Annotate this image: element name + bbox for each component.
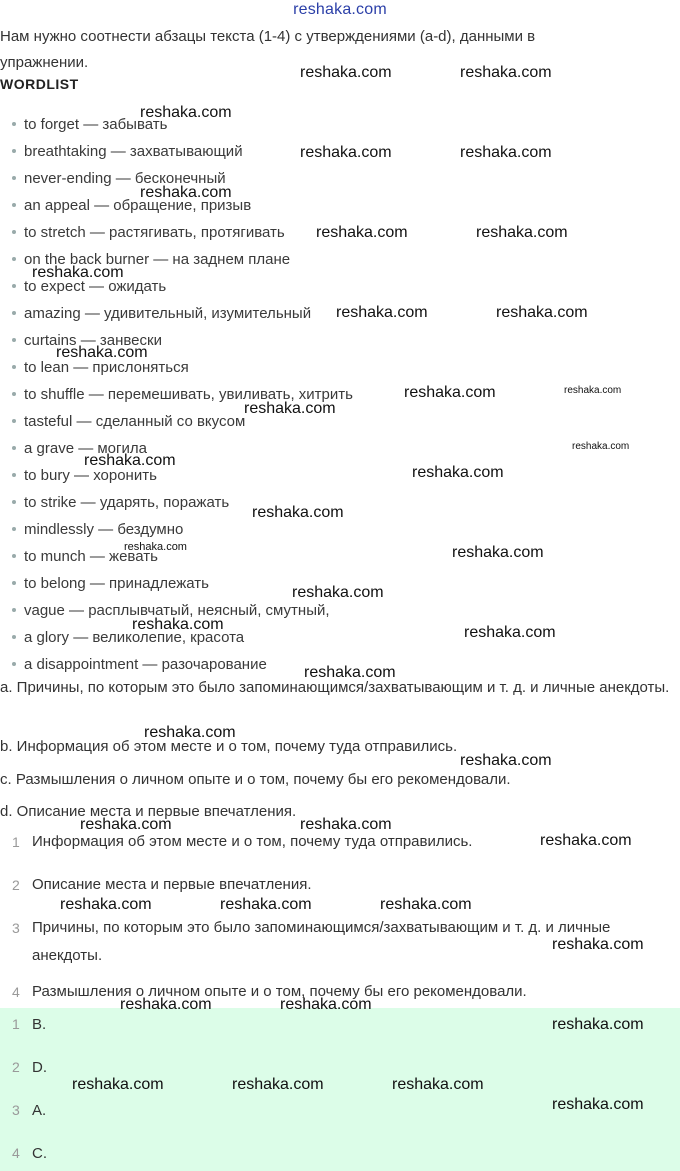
watermark: reshaka.com bbox=[292, 584, 384, 601]
watermark: reshaka.com bbox=[552, 1096, 644, 1113]
watermark: reshaka.com bbox=[72, 1076, 164, 1093]
answer-text: A. bbox=[32, 1102, 47, 1119]
watermark: reshaka.com bbox=[496, 304, 588, 321]
bullet-icon bbox=[12, 419, 16, 423]
bullet-icon bbox=[12, 446, 16, 450]
watermark: reshaka.com bbox=[280, 996, 372, 1013]
wordlist-item-text: a disappointment — разочарование bbox=[24, 656, 267, 673]
bullet-icon bbox=[12, 338, 16, 342]
wordlist-item-text: to forget — забывать bbox=[24, 116, 168, 133]
bullet-icon bbox=[12, 230, 16, 234]
watermark: reshaka.com bbox=[572, 441, 630, 452]
answer-number: 2 bbox=[12, 1059, 20, 1075]
wordlist-item-text: to belong — принадлежать bbox=[24, 575, 209, 592]
wordlist-item-text: to shuffle — перемешивать, увиливать, хитрить bbox=[24, 386, 353, 403]
wordlist-item-text: an appeal — обращение, призыв bbox=[24, 197, 252, 214]
item-text: Причины, по которым это было запоминающимся/захватывающим и т. д. и личные анекдоты. bbox=[32, 919, 611, 964]
watermark: reshaka.com bbox=[460, 752, 552, 769]
bullet-icon bbox=[12, 608, 16, 612]
wordlist-item-text: breathtaking — захватывающий bbox=[24, 143, 243, 160]
wordlist-item-text: curtains — занвески bbox=[24, 332, 162, 349]
watermark: reshaka.com bbox=[220, 896, 312, 913]
option-c: c. Размышления о личном опыте и о том, почему бы его рекомендовали. bbox=[0, 771, 511, 788]
wordlist-item-text: a glory — великолепие, красота bbox=[24, 629, 245, 646]
answer-number: 3 bbox=[12, 1102, 20, 1118]
wordlist-item bbox=[12, 520, 183, 540]
wordlist-item-text: tasteful — сделанный со вкусом bbox=[24, 413, 246, 430]
item-number: 2 bbox=[12, 877, 20, 893]
watermark: reshaka.com bbox=[460, 64, 552, 81]
numbered-item bbox=[0, 871, 670, 899]
watermark: reshaka.com bbox=[56, 344, 148, 361]
watermark: reshaka.com bbox=[304, 664, 396, 681]
answer-text: B. bbox=[32, 1016, 47, 1033]
wordlist-item-text: mindlessly — бездумно bbox=[24, 521, 184, 538]
watermark: reshaka.com bbox=[540, 832, 632, 849]
bullet-icon bbox=[12, 392, 16, 396]
bullet-icon bbox=[12, 581, 16, 585]
watermark: reshaka.com bbox=[336, 304, 428, 321]
option-a: a. Причины, по которым это было запоминающимся/захватывающим и т. д. и личные анекдоты. bbox=[0, 679, 670, 696]
watermark: reshaka.com bbox=[124, 541, 187, 553]
wordlist-item-text: to strike — ударять, поражать bbox=[24, 494, 230, 511]
watermark: reshaka.com bbox=[552, 1016, 644, 1033]
option-d: d. Описание места и первые впечатления. bbox=[0, 803, 297, 820]
wordlist-title: WORDLIST bbox=[0, 76, 79, 92]
item-text: Информация об этом месте и о том, почему туда отправились. bbox=[32, 833, 473, 850]
watermark: reshaka.com bbox=[60, 896, 152, 913]
watermark: reshaka.com bbox=[300, 816, 392, 833]
watermark: reshaka.com bbox=[412, 464, 504, 481]
wordlist-item bbox=[12, 655, 267, 675]
watermark: reshaka.com bbox=[300, 64, 392, 81]
wordlist-item-text: to lean — прислоняться bbox=[24, 359, 189, 376]
answer-number: 1 bbox=[12, 1016, 20, 1032]
item-text: Размышления о личном опыте и о том, почему бы его рекомендовали. bbox=[32, 983, 527, 1000]
bullet-icon bbox=[12, 365, 16, 369]
wordlist-item bbox=[12, 574, 209, 594]
answer-text: C. bbox=[32, 1145, 47, 1162]
wordlist-item-text: to bury — хоронить bbox=[24, 467, 157, 484]
wordlist-item-text: never-ending — бесконечный bbox=[24, 170, 226, 187]
watermark: reshaka.com bbox=[132, 616, 224, 633]
intro-text: Нам нужно соотнести абзацы текста (1-4) с утверждениями (a-d), данными в упражнении. bbox=[0, 28, 536, 71]
wordlist-item bbox=[12, 304, 311, 324]
watermark: reshaka.com bbox=[392, 1076, 484, 1093]
option-b: b. Информация об этом месте и о том, почему туда отправились. bbox=[0, 738, 458, 755]
bullet-icon bbox=[12, 149, 16, 153]
watermark: reshaka.com bbox=[404, 384, 496, 401]
watermark: reshaka.com bbox=[244, 400, 336, 417]
bullet-icon bbox=[12, 176, 16, 180]
watermark: reshaka.com bbox=[300, 144, 392, 161]
item-number: 4 bbox=[12, 984, 20, 1000]
bullet-icon bbox=[12, 527, 16, 531]
wordlist-item bbox=[12, 412, 245, 432]
bullet-icon bbox=[12, 284, 16, 288]
bullet-icon bbox=[12, 203, 16, 207]
bullet-icon bbox=[12, 662, 16, 666]
wordlist-item bbox=[12, 493, 229, 513]
watermark: reshaka.com bbox=[380, 896, 472, 913]
wordlist-item-text: amazing — удивительный, изумительный bbox=[24, 305, 312, 322]
watermark: reshaka.com bbox=[460, 144, 552, 161]
bullet-icon bbox=[12, 500, 16, 504]
wordlist-item-text: vague — расплывчатый, неясный, смутный, bbox=[24, 602, 330, 619]
watermark: reshaka.com bbox=[464, 624, 556, 641]
wordlist-item bbox=[12, 142, 243, 162]
wordlist-item-text: to stretch — растягивать, протягивать bbox=[24, 224, 285, 241]
bullet-icon bbox=[12, 635, 16, 639]
watermark: reshaka.com bbox=[84, 452, 176, 469]
header-watermark[interactable]: reshaka.com bbox=[293, 1, 387, 18]
watermark: reshaka.com bbox=[552, 936, 644, 953]
watermark: reshaka.com bbox=[232, 1076, 324, 1093]
item-number: 1 bbox=[12, 834, 20, 850]
watermark: reshaka.com bbox=[32, 264, 124, 281]
watermark: reshaka.com bbox=[120, 996, 212, 1013]
watermark: reshaka.com bbox=[140, 104, 232, 121]
wordlist-item-text: on the back burner — на заднем плане bbox=[24, 251, 291, 268]
bullet-icon bbox=[12, 473, 16, 477]
item-number: 3 bbox=[12, 920, 20, 936]
wordlist-item-text: to munch — жевать bbox=[24, 548, 158, 565]
watermark: reshaka.com bbox=[80, 816, 172, 833]
bullet-icon bbox=[12, 257, 16, 261]
watermark: reshaka.com bbox=[140, 184, 232, 201]
item-text: Описание места и первые впечатления. bbox=[32, 876, 312, 893]
bullet-icon bbox=[12, 122, 16, 126]
answer-text: D. bbox=[32, 1059, 47, 1076]
bullet-icon bbox=[12, 554, 16, 558]
answer-number: 4 bbox=[12, 1145, 20, 1161]
watermark: reshaka.com bbox=[452, 544, 544, 561]
wordlist-item-text: to expect — ожидать bbox=[24, 278, 167, 295]
wordlist-item bbox=[12, 223, 285, 243]
watermark: reshaka.com bbox=[564, 385, 622, 396]
watermark: reshaka.com bbox=[252, 504, 344, 521]
bullet-icon bbox=[12, 311, 16, 315]
watermark: reshaka.com bbox=[144, 724, 236, 741]
watermark: reshaka.com bbox=[476, 224, 568, 241]
watermark: reshaka.com bbox=[316, 224, 408, 241]
wordlist-item-text: a grave — могила bbox=[24, 440, 147, 457]
